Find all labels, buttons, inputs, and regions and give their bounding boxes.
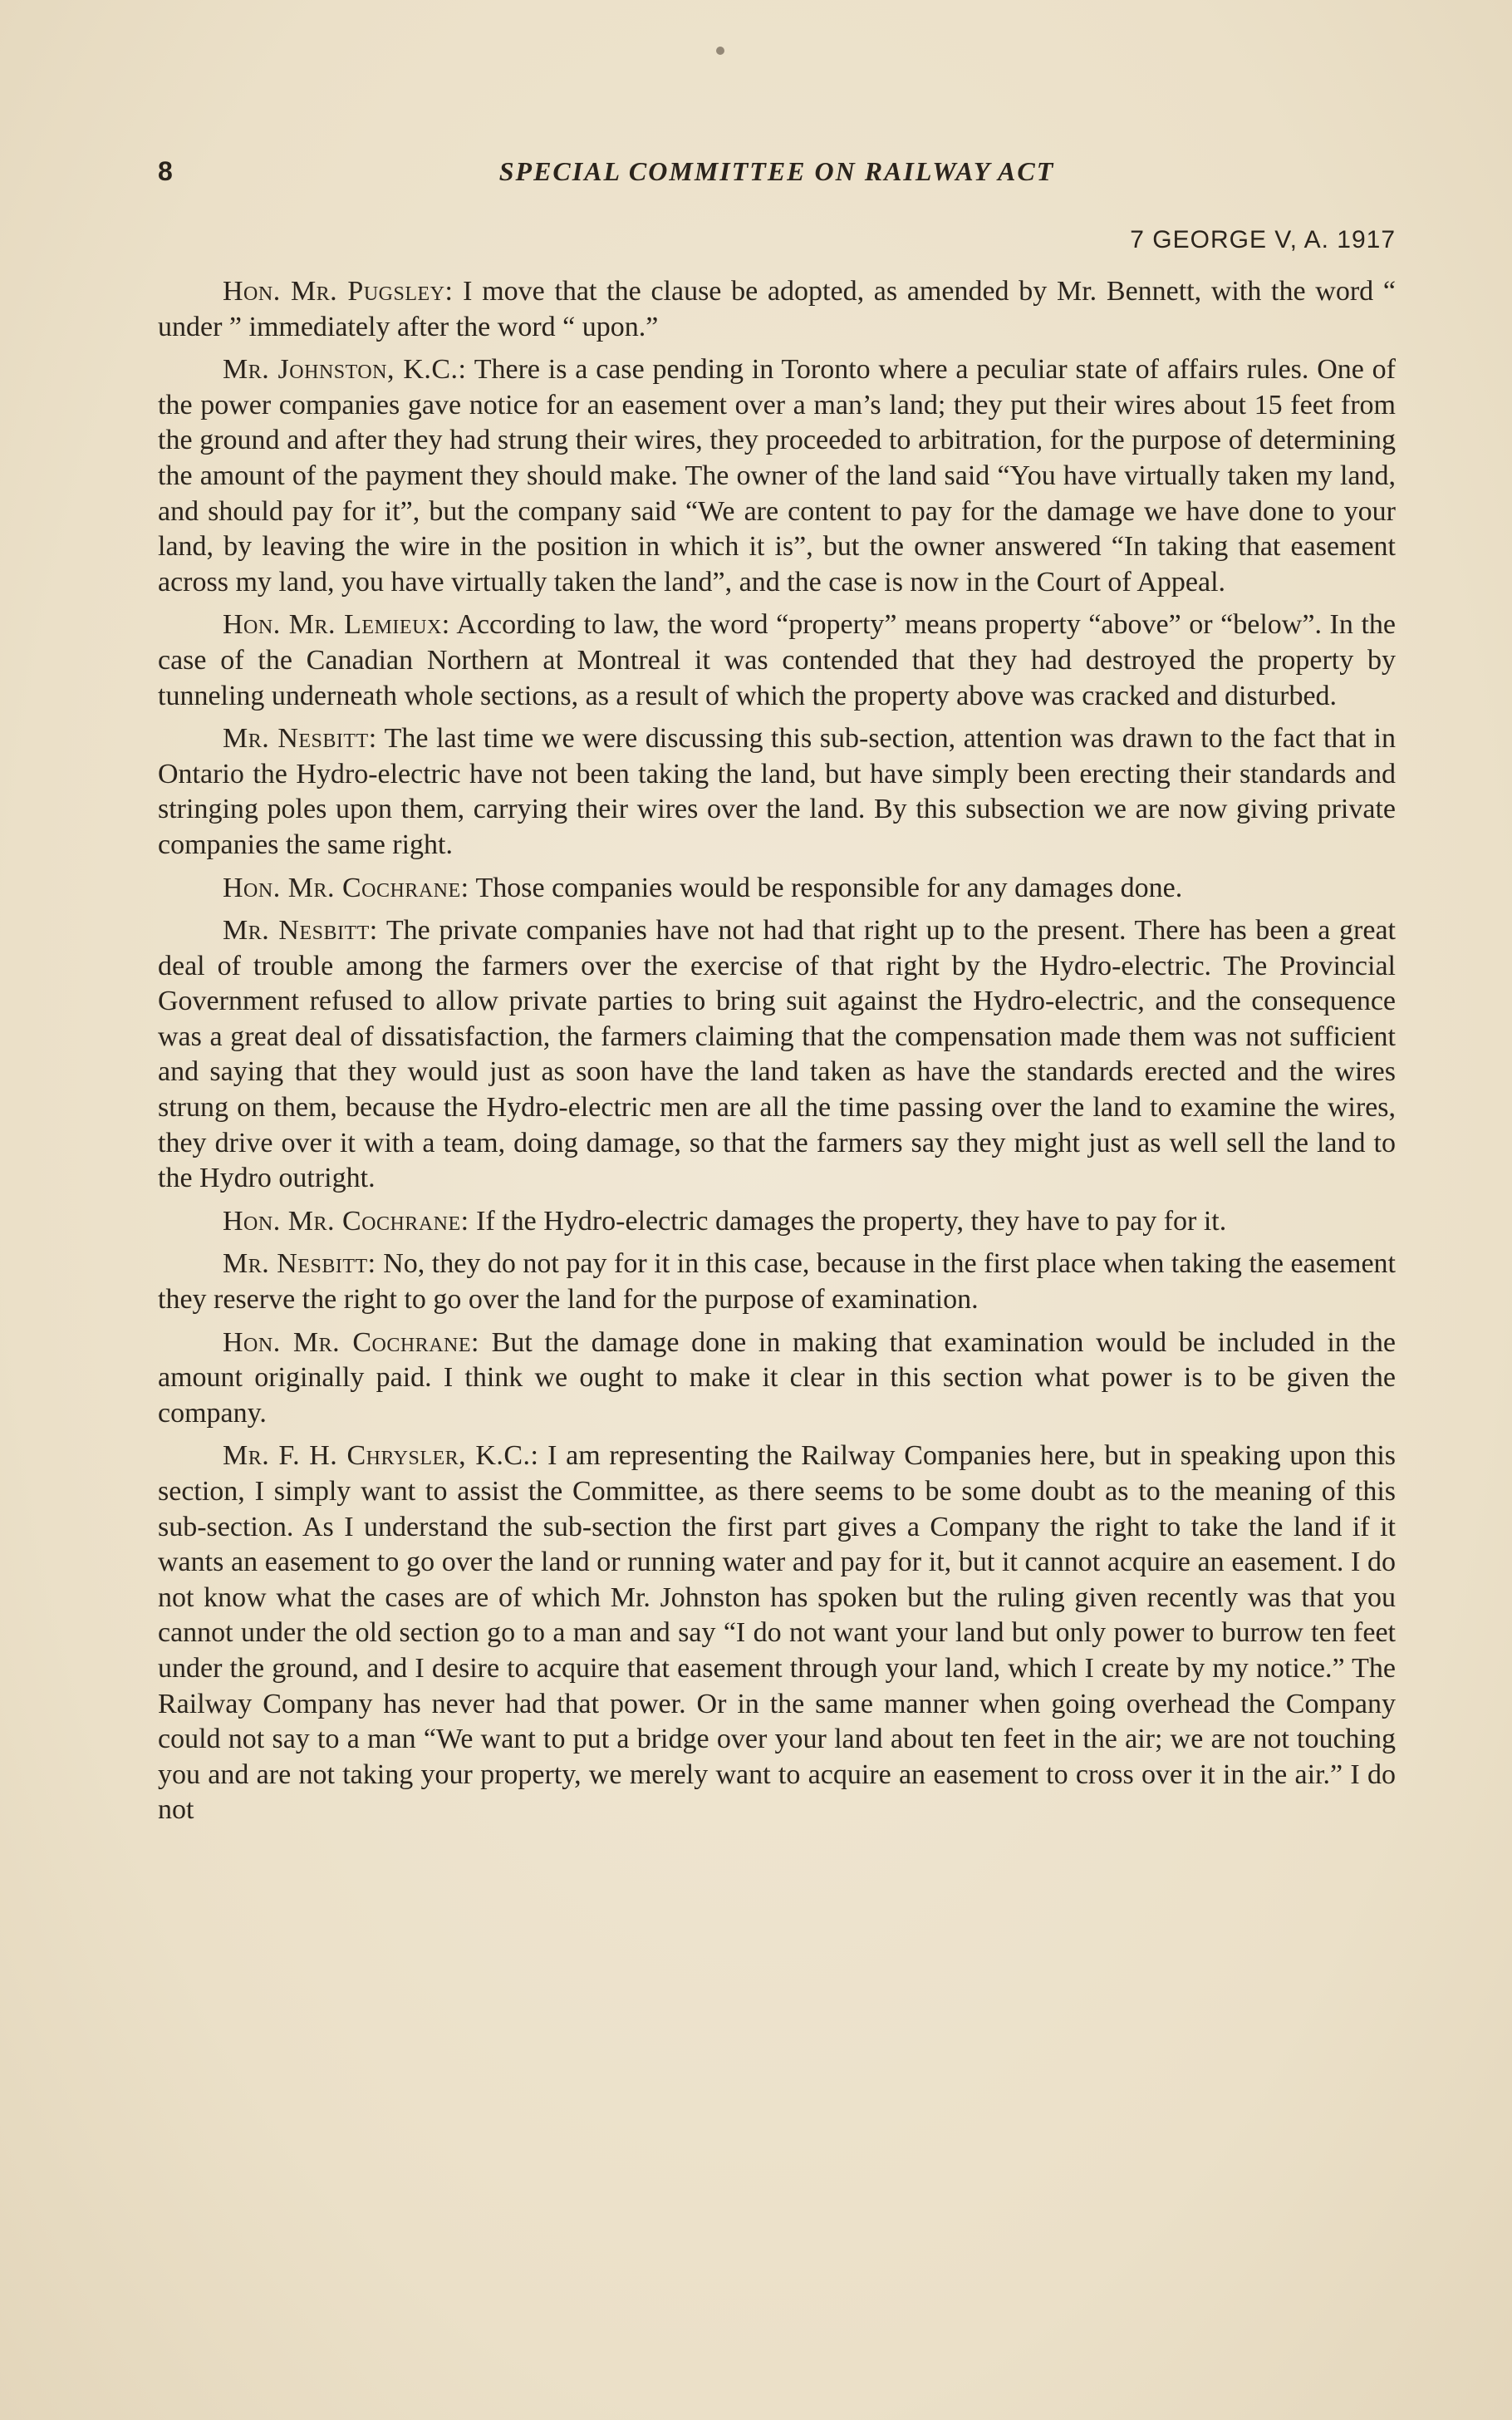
paragraph <box>158 1247 1396 1317</box>
page-header <box>158 156 1396 198</box>
paragraph-text: I am representing the Railway Companies here, but in speaking upon this section, I simply want to assist the Committee, as there seems to be some doubt as to the meaning of this sub-section. As I understand the sub-section the first part gives a Company the right to take the land if it wants an easement to go over the land or running water and pay for it, but it cannot acquire an easement. I do not know what the cases are of which Mr. Johnston has spoken but the ruling given recently was that you cannot under the old section go to a man and say “I do not want your land but only power to burrow ten feet under the ground, and I desire to acquire that easement through your land, which I create by my notice.” The Railway Company has never had that power. Or in the same manner when going overhead the Company could not say to a man “We want to put a bridge over your land about ten feet in the air; we are not touching you and are not taking your property, we merely want to acquire an easement to cross over it in the air.” I do not <box>158 1440 1397 1826</box>
speaker-name: Hon. Mr. Cochrane: <box>223 1326 479 1358</box>
session-label: 7 GEORGE V, A. 1917 <box>1130 226 1396 253</box>
paragraph <box>158 607 1396 714</box>
speaker-name: Mr. Nesbitt: <box>223 723 377 755</box>
paragraph <box>158 871 1396 907</box>
paragraph-text: No, they do not pay for it in this case, because in the first place when taking the easement they reserve the right to go over the land for the purpose of examination. <box>158 1248 1397 1316</box>
paragraph-text: Those companies would be responsible for any damages done. <box>475 872 1183 903</box>
ink-speck <box>716 47 724 55</box>
speaker-name: Hon. Mr. Lemieux: <box>223 609 450 641</box>
paragraph <box>158 1326 1396 1432</box>
speaker-name: Mr. Johnston, K.C.: <box>223 354 467 386</box>
speaker-name: Mr. F. H. Chrysler, K.C.: <box>223 1440 539 1472</box>
paragraph <box>158 274 1396 345</box>
paragraph-text: There is a case pending in Toronto where a peculiar state of affairs rules. One of the power companies gave notice for an easement over a man’s land; they put their wires about 15 feet from the ground and after they had strung their wires, they proceeded to arbitration, for the purpose of determining the amount of the payment they should make. The owner of the land said “You have virtually taken my land, and should pay for it”, but the company said “We are content to pay for the damage we have done to your land, by leaving the wire in the position in which it is”, but the owner answered “In taking that easement across my land, you have virtually taken the land”, and the case is now in the Court of Appeal. <box>158 354 1396 598</box>
paragraph <box>158 721 1396 863</box>
paragraph-text: The last time we were discussing this sub-section, attention was drawn to the fact that in Ontario the Hydro-electric have not been taking the land, but have simply been erecting their standards and stringing poles upon them, carrying their wires over the land. By this subsection we are now giving private companies the same right. <box>158 723 1396 860</box>
speaker-name: Mr. Nesbitt: <box>223 1248 376 1280</box>
paragraph <box>158 1204 1396 1240</box>
speaker-name: Hon. Mr. Cochrane: <box>223 1205 469 1237</box>
paragraph-text: I move that the clause be adopted, as amended by Mr. Bennett, with the word “ under ” immediately after the word “ upon.” <box>158 276 1397 342</box>
speaker-name: Hon. Mr. Cochrane: <box>223 872 469 903</box>
paragraph <box>158 1439 1396 1828</box>
paragraph-text: But the damage done in making that examination would be included in the amount originally paid. I think we ought to make it clear in this section what power is to be given the company. <box>158 1326 1396 1429</box>
document-body <box>158 274 1396 1836</box>
paragraph <box>158 352 1396 600</box>
paragraph-text: If the Hydro-electric damages the property, they have to pay for it. <box>476 1205 1227 1237</box>
running-title: SPECIAL COMMITTEE ON RAILWAY ACT <box>498 156 1055 186</box>
paragraph-text: The private companies have not had that right up to the present. There has been a great deal of trouble among the farmers over the exercise of that right by the Hydro-electric. The Provincial Government refused to allow private parties to bring suit against the Hydro-electric, and the consequence was a great deal of dissatisfaction, the farmers claiming that the compensation made them was not sufficient and saying that they would just as soon have the land taken as have the standards erected and the wires strung on them, because the Hydro-electric men are all the time passing over the land to examine the wires, they drive over it with a team, doing damage, so that the farmers say they might just as well sell the land to the Hydro outright. <box>158 915 1396 1194</box>
paragraph-text: According to law, the word “property” means property “above” or “below”. In the case of the Canadian Northern at Montreal it was contended that they had destroyed the property by tunneling underneath whole sections, as a result of which the property above was cracked and disturbed. <box>158 609 1396 711</box>
speaker-name: Hon. Mr. Pugsley: <box>223 276 454 307</box>
speaker-name: Mr. Nesbitt: <box>223 915 378 947</box>
paragraph <box>158 913 1396 1197</box>
page-number: 8 <box>158 156 173 186</box>
